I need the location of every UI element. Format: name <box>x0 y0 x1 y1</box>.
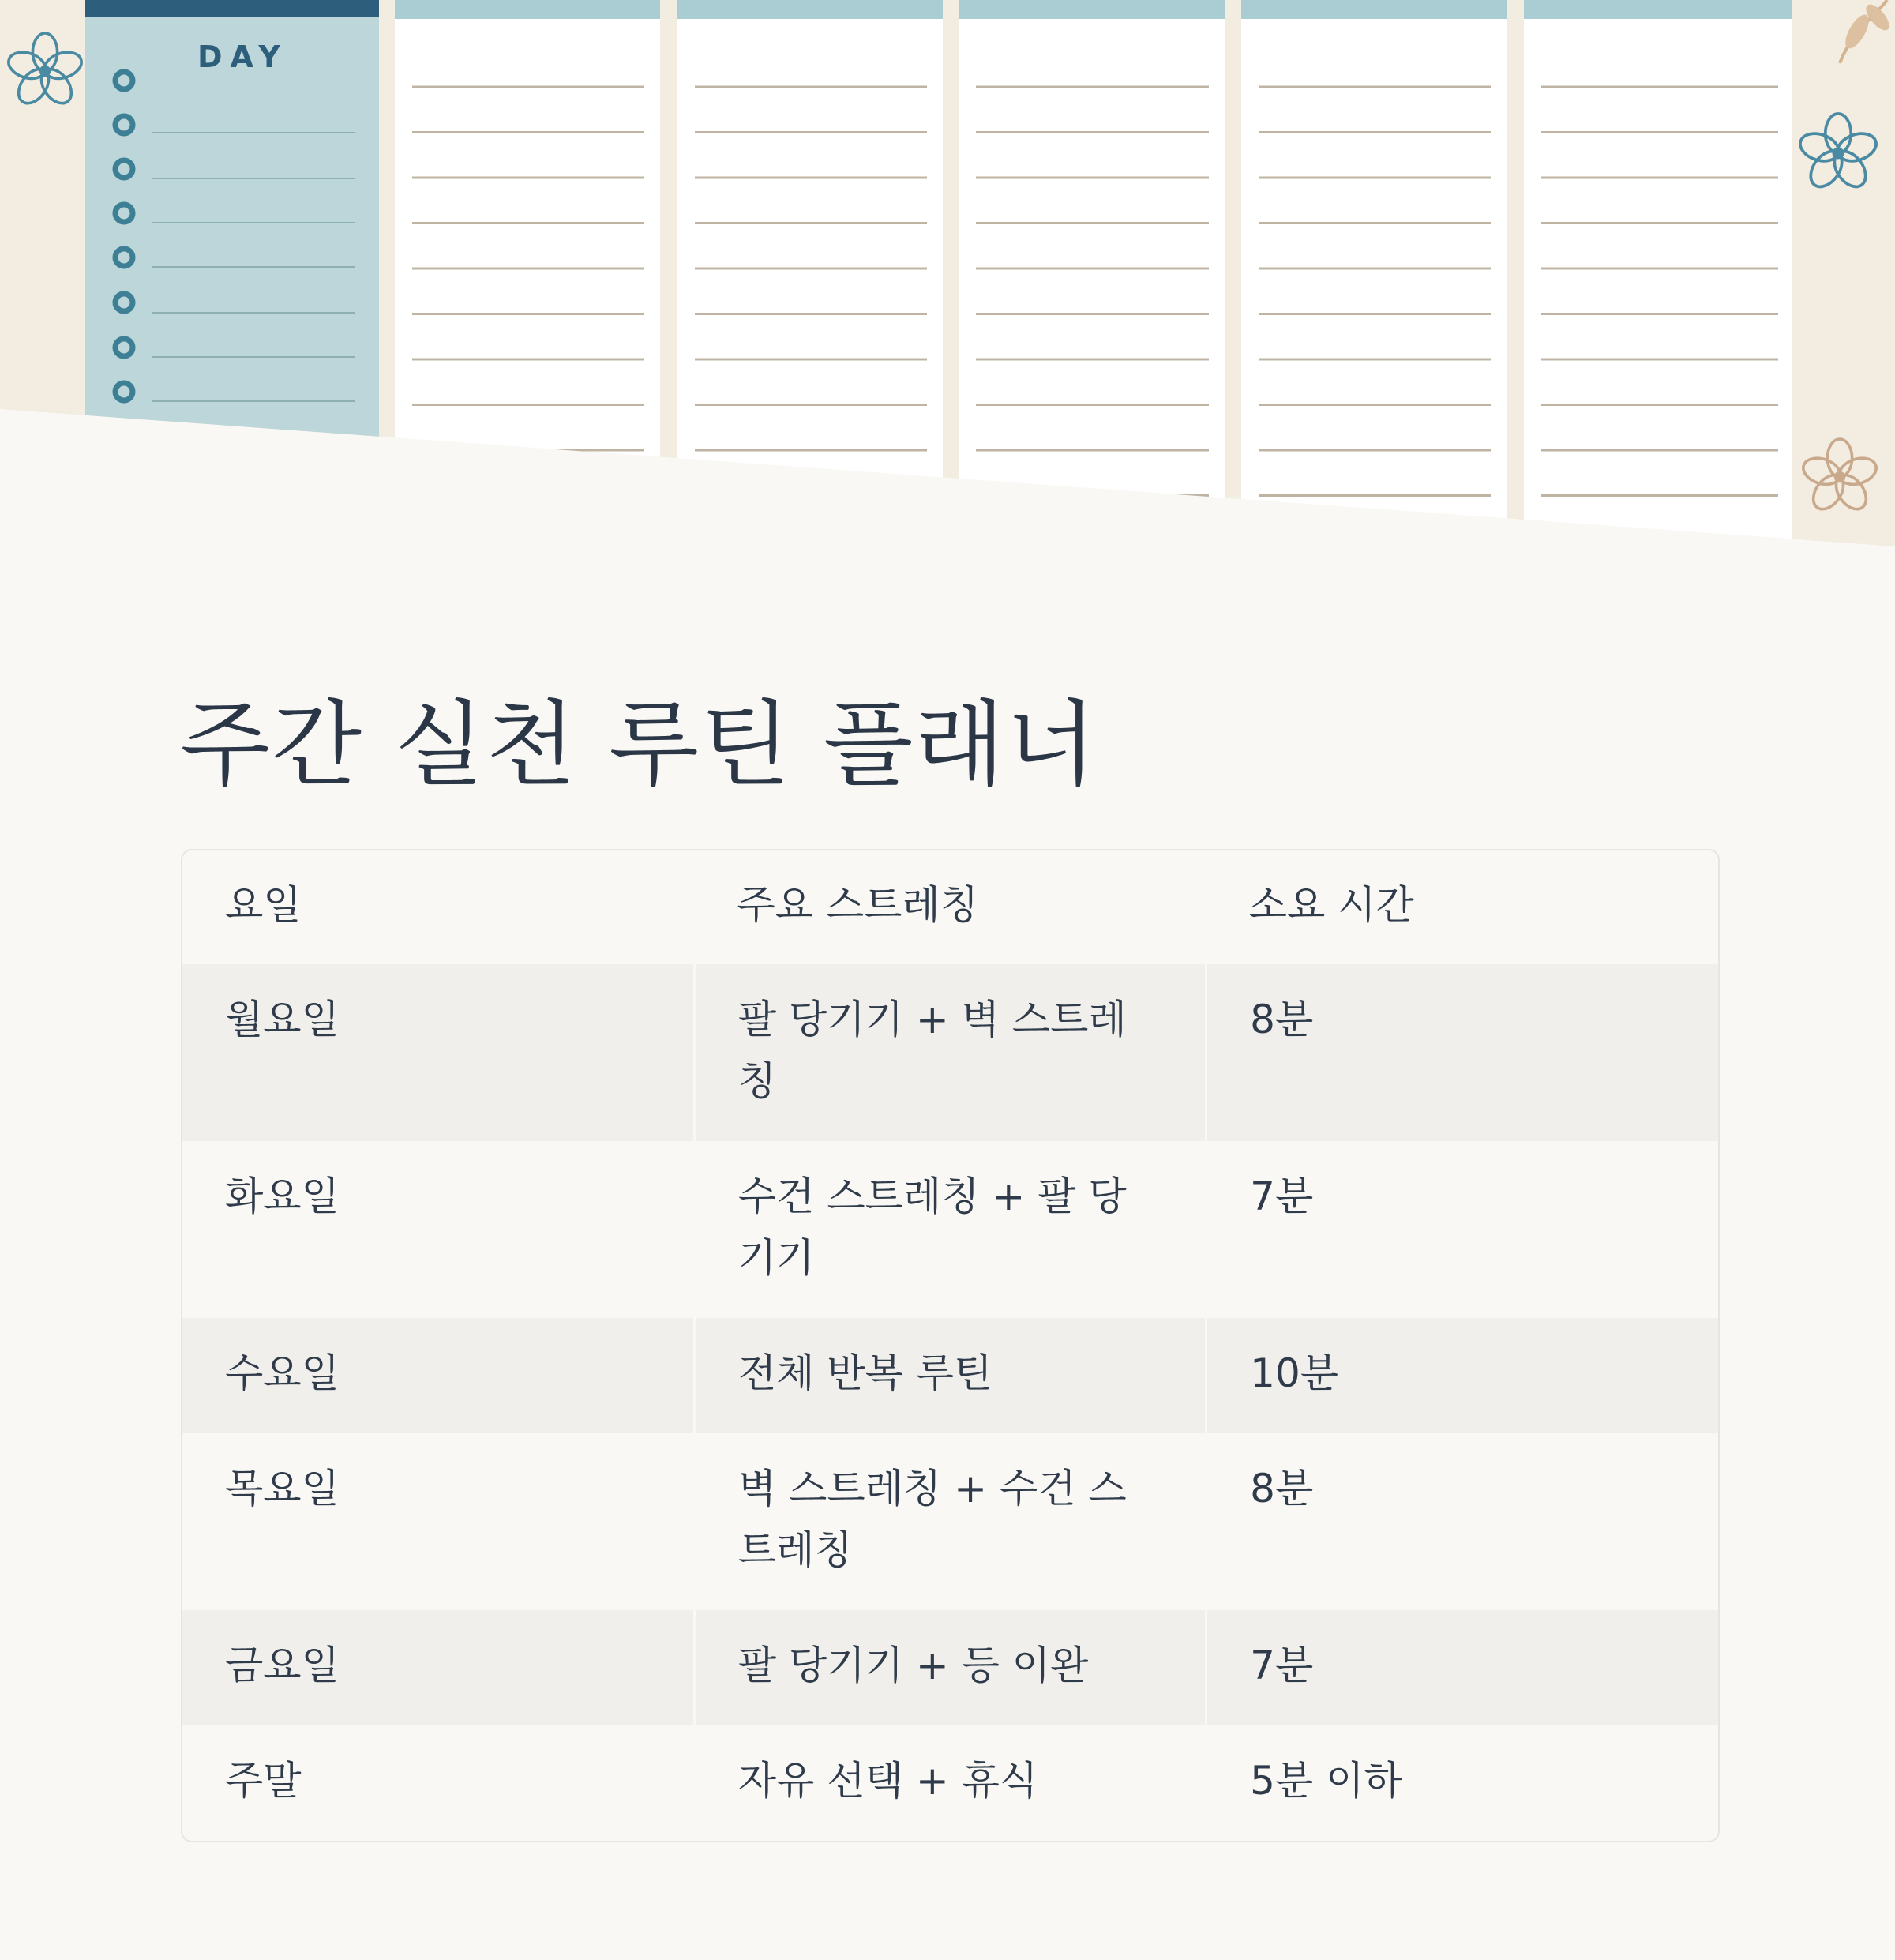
cell-day: 화요일 <box>225 1173 340 1219</box>
cell-time: 8분 <box>1206 964 1718 1141</box>
cell-time: 7분 <box>1206 1610 1718 1725</box>
header-stretch: 주요 스트레칭 <box>737 882 979 928</box>
table-header-row <box>182 850 1718 964</box>
header-day: 요일 <box>225 882 302 928</box>
cell-day: 목요일 <box>225 1466 340 1511</box>
cell-stretch: 수건 스트레칭 + 팔 당기기 <box>694 1141 1206 1318</box>
cell-day: 주말 <box>225 1758 302 1804</box>
table-row <box>182 1433 1718 1610</box>
header-time: 소요 시간 <box>1248 882 1414 928</box>
table-row <box>182 1610 1718 1725</box>
cell-day: 수요일 <box>182 1318 694 1433</box>
table-row <box>182 1318 1718 1433</box>
cell-stretch: 전체 반복 루틴 <box>694 1318 1206 1433</box>
cell-time: 8분 <box>1206 1433 1718 1610</box>
cell-day: 금요일 <box>182 1610 694 1725</box>
table-row <box>182 1725 1718 1841</box>
routine-table <box>181 849 1720 1842</box>
cell-stretch: 자유 선택 + 휴식 <box>694 1725 1206 1841</box>
cell-stretch: 벽 스트레칭 + 수건 스트레칭 <box>694 1433 1206 1610</box>
planner-hero-image <box>0 0 1895 553</box>
cell-stretch: 팔 당기기 + 등 이완 <box>694 1610 1206 1725</box>
table-row <box>182 1141 1718 1318</box>
table-row <box>182 964 1718 1141</box>
page-title: 주간 실천 루틴 플래너 <box>180 690 1098 799</box>
planner-day-label: DAY <box>197 39 288 74</box>
cell-day: 월요일 <box>182 964 694 1141</box>
cell-time: 10분 <box>1206 1318 1718 1433</box>
cell-time: 7분 <box>1206 1141 1718 1318</box>
cell-stretch: 팔 당기기 + 벽 스트레칭 <box>694 964 1206 1141</box>
cell-time: 5분 이하 <box>1206 1725 1718 1841</box>
